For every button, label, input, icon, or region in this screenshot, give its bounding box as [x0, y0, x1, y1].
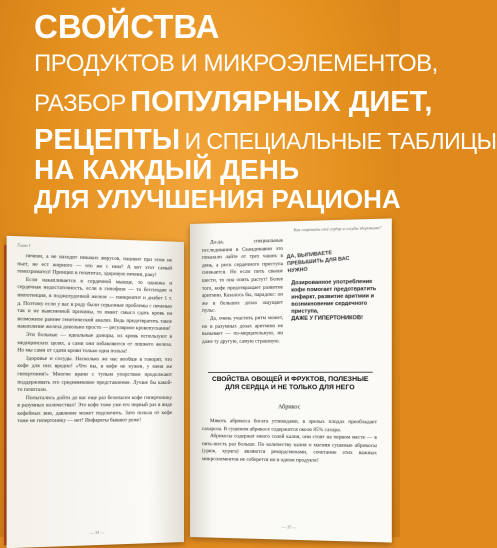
headline-line-4-bold: РЕЦЕПТЫ — [34, 124, 181, 156]
open-book — [4, 214, 396, 537]
left-running-head: Глава 1 — [17, 242, 31, 249]
headline-line-4 — [34, 126, 497, 155]
section-title: СВОЙСТВА ОВОЩЕЙ И ФРУКТОВ, ПОЛЕЗНЫЕ ДЛЯ СЕРДЦА И НЕ ТОЛЬКО ДЛЯ НЕГО — [211, 375, 369, 391]
right-paragraph: Абрикосы содержат много солей калия, они стоят на первом месте — в пять-шесть раз больше. По количеству калия и магния сушеные абрикосы (урюк, курага) являются рекордсменами, сочетание этих важных микроэлементов не соберется ни в одном продукте! — [201, 433, 377, 464]
left-paragraph: Попытались дойти до вас еще раз безопасен кофе гипертонику в разумных количествах! Это кофе тоже уже его первый раз в виде кофейных вин, давление может подскочить. Зато польза от кофе тоже не гипертонику — нет! Инфаркты бывают реже! — [17, 394, 173, 425]
right-paragraph: Да, очень участить ритм может, но в разумных дозах аритмию не вызывает — по-мерцательную, ни даже ту другую, самую страшную. — [201, 314, 283, 345]
headline-line-5: НА КАЖДЫЙ ДЕНЬ — [34, 154, 300, 185]
subsection-title: Абрикос — [277, 404, 301, 411]
headline-line-6: ДЛЯ УЛУЧШЕНИЯ РАЦИОНА — [34, 184, 401, 214]
right-folio: — 35 — — [281, 524, 297, 530]
right-paragraph: Мякоть абрикоса богата углеводами, в зрелых плодах преобладает сахароза. В сушеном абрикосе содержится около 85% сахара. — [201, 418, 377, 433]
headline-line-3 — [34, 88, 432, 117]
right-body-text-2 — [202, 418, 377, 466]
headline-line-3-bold: ПОПУЛЯРНЫХ ДИЕТ, — [130, 86, 433, 118]
left-folio: — 34 — — [89, 529, 105, 536]
left-page — [7, 236, 184, 548]
left-body-text — [17, 253, 172, 427]
left-paragraph: Здоровье и сосуды. Насколько же нас вообще в говорят, что кофе для них вредно! «Что вы, в кофе не нужен, у меня же гипертония!» Многие врачи с тупым упорством продолжают поддерживать это средневековое представление. Лучше бы какой-то почитали. — [17, 355, 173, 394]
callout-box — [291, 279, 381, 323]
section-rule — [208, 372, 373, 373]
headline-line-4-light: И СПЕЦИАЛЬНЫЕ ТАБЛИЦЫ — [184, 128, 497, 154]
right-page — [190, 218, 392, 542]
headline-line-1: СВОЙСТВА — [34, 8, 220, 45]
left-paragraph: Эти больные — идеальные доноры, их кровь используют в медицинских целях, а сами они избавляются от лишнего железа. Но мы сами от сдачи крови только одна польза! — [17, 331, 173, 355]
callout-text: Дозированное употребление кофе помогает предотвратить инфаркт, развитие аритмии и возникновение сердечного приступа, — [291, 278, 377, 315]
right-body-text — [202, 238, 283, 347]
callout-emphasis: ДАЖЕ У ГИПЕРТОНИКОВ! — [291, 315, 363, 322]
headline-line-2: ПРОДУКТОВ И МИКРОЭЛЕМЕНТОВ, — [34, 50, 438, 77]
headline-line-3-light: РАЗБОР — [34, 90, 126, 117]
left-paragraph: Если накапливается в сердечной мышце, то одышка и сердечная недостаточность, если в гипофизе — то бесплодие и импотенция, в поджелудочной железе — панкреатит и диабет 1 т. д. Поэтому если у вас в роду были серьезные проблемы с печенью так и не выясненной причины, то имеет смысл сдать кровь на возможное раннее генетический анализ. Ведь предотвратить такое накопление железа довольно просто — регулярное кровопускание! — [17, 276, 173, 333]
left-paragraph: печени, а не находит никаких вирусов, пациент при этом не пьет, не ест жирного — что же с ним? А вот этот самый гемохроматоз! Принцип в гепатитах, здоровую печени, раку! — [17, 253, 173, 279]
handwritten-margin-note: ДА, ВЫПИВАЕТЕ ПРЕВЫШИТЬ ДЛЯ ВАС НУЖНО — [286, 249, 350, 274]
right-paragraph: Да-да, специальные исследования в Скандинавии это показали лайте от трех чашек в день, а риск сердечного приступа снижается. Но если пить свыше шести, то она опять растут! Более того, кофе предотвращает развитие аритмии. Казалось бы, парадокс: он же в больших дозах ощущает пульс. — [201, 237, 283, 315]
right-running-head: Как сохранить своё сердце и сосуды здоровыми? — [293, 224, 382, 233]
